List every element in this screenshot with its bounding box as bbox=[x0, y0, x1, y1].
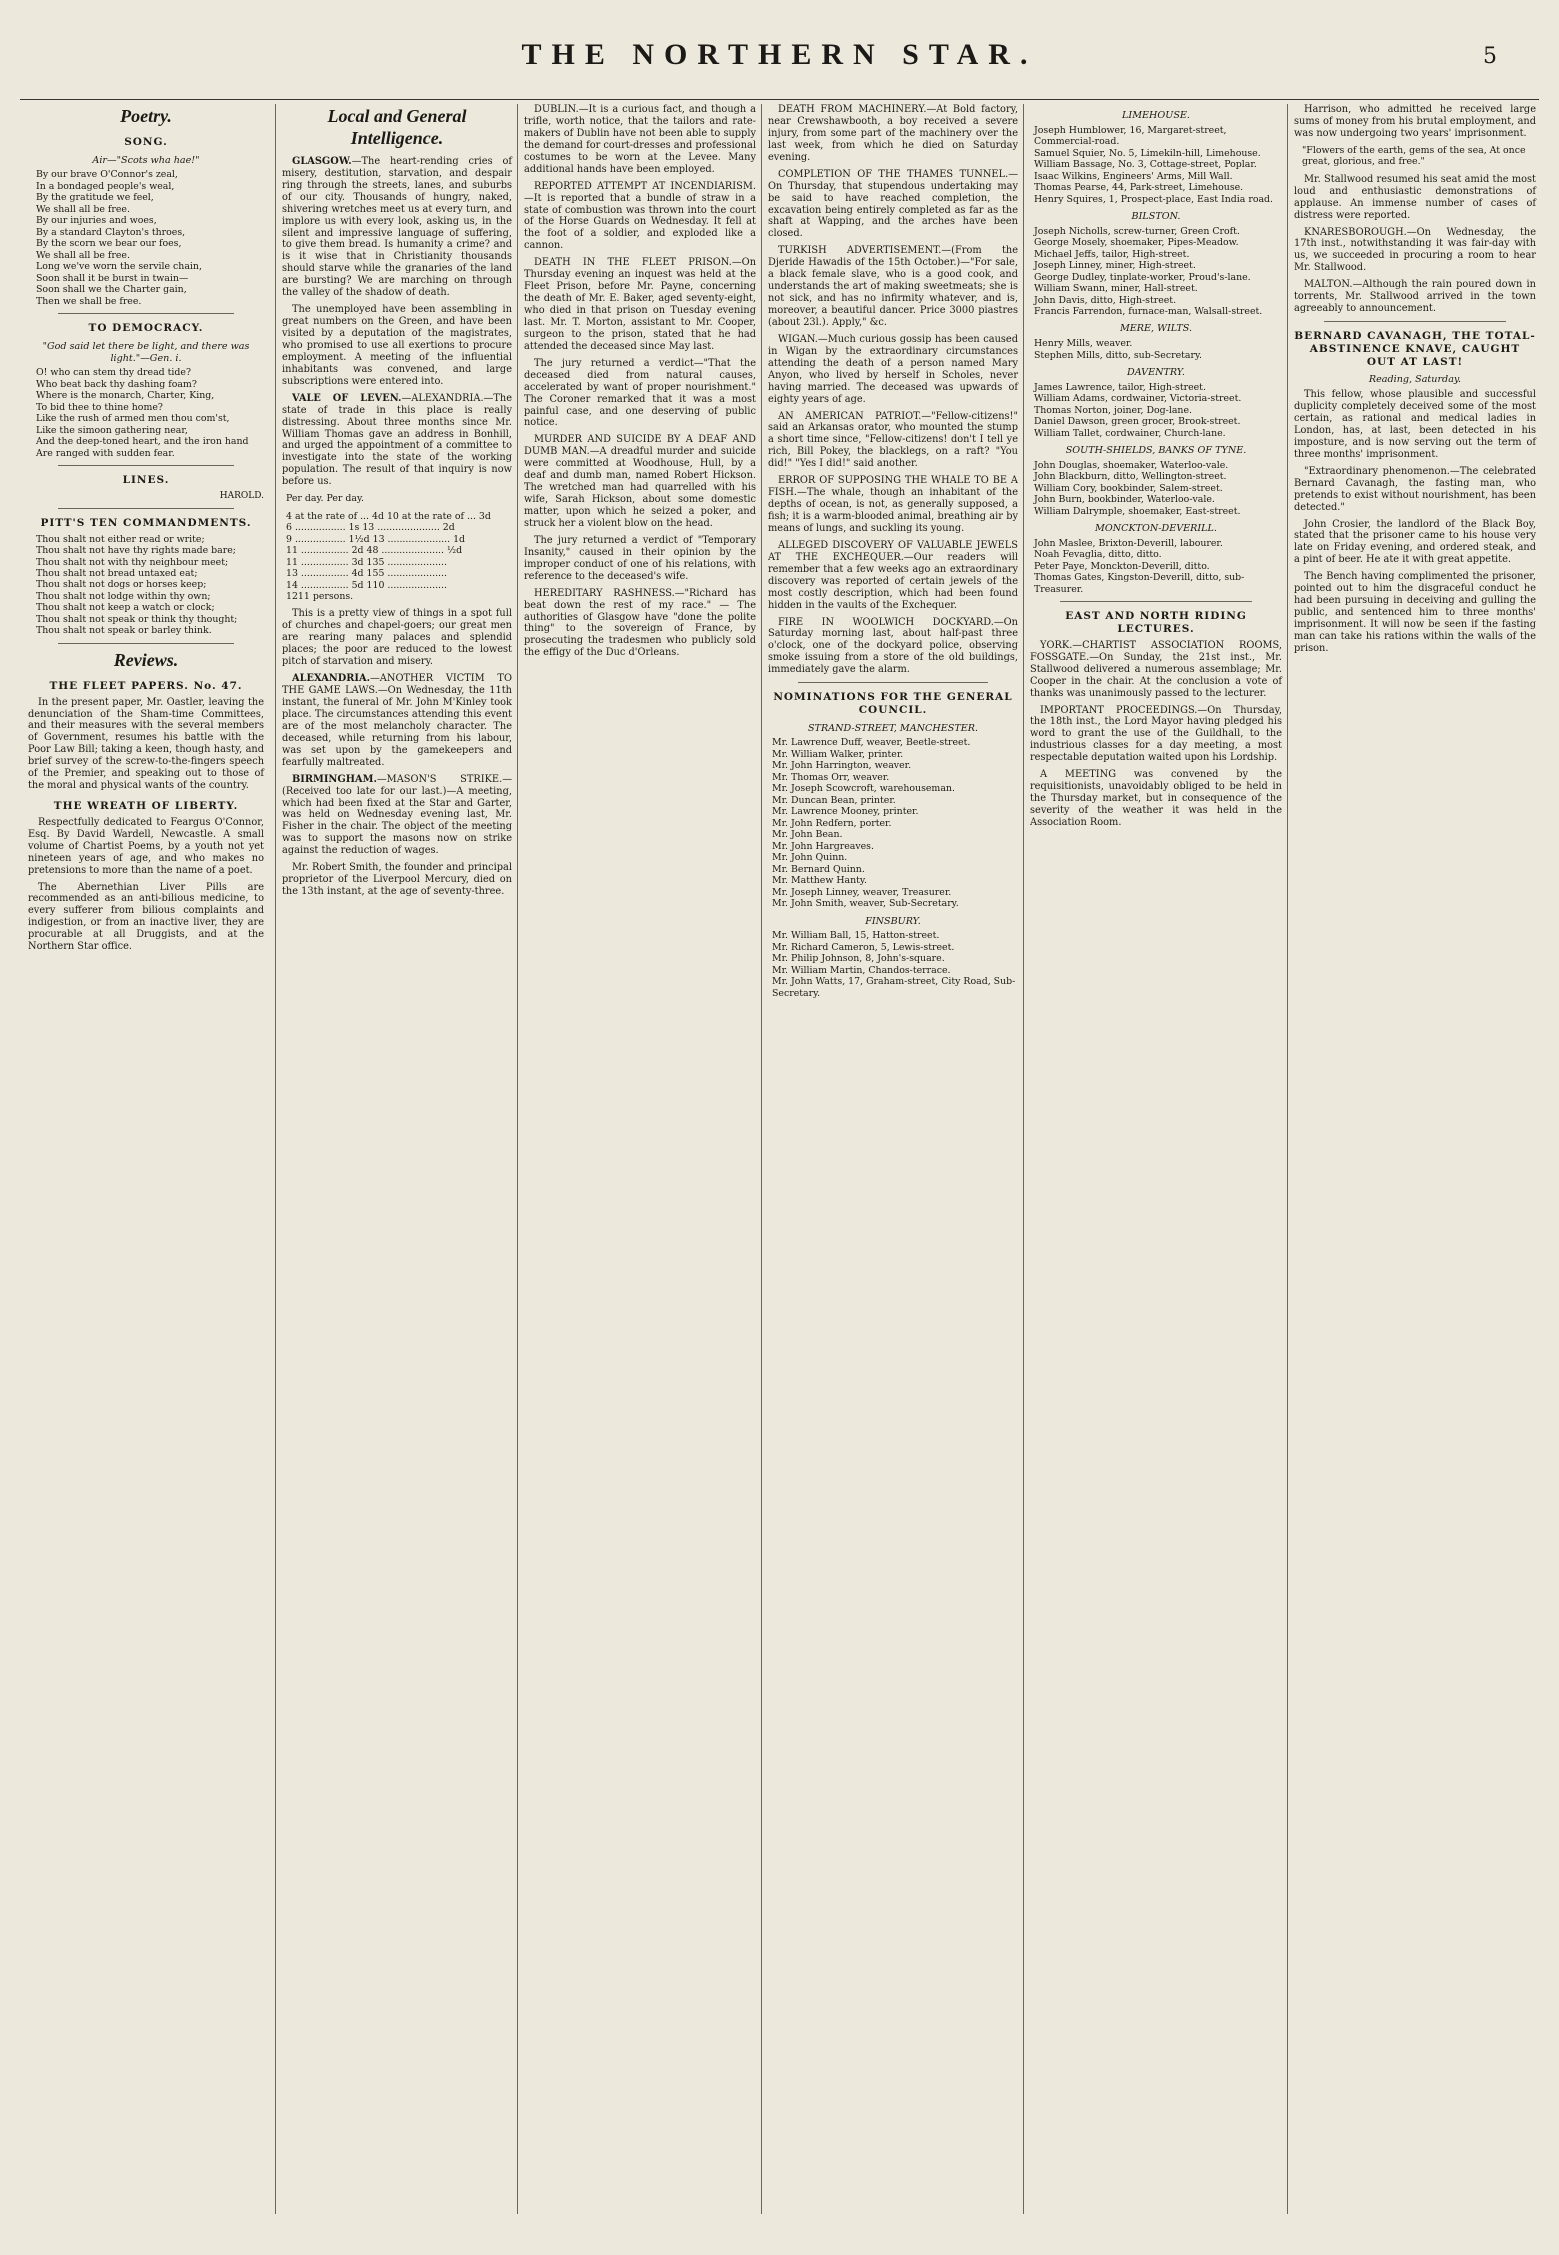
article-paragraph: In the present paper, Mr. Oastler, leaving the denunciation of the Sham-time Committees, and their measures with the several members of Government, resumes his battle with the Poor Law Bill; taking a keen, though hasty, and brief survey of the screw-to-the-fingers speech of the Premier, and speaking out to those of the moral and physical wants of the country. bbox=[28, 696, 264, 792]
article-paragraph bbox=[282, 774, 512, 858]
article-text: —The heart-rending cries of misery, destitution, starvation, and despair ring through the streets, lanes, and suburbs of our city. Thousands of hungry, naked, shivering wretches meet us at every turn, and implore us with every look, asking us, in the silent and impressive language of suffering, to give them bread. Is humanity a crime? and is it wise that in Christianity thousands should starve while the granaries of the land are bursting? We are marching on through the valley of the shadow of death. bbox=[282, 155, 512, 299]
commandments-verse: Thou shalt not either read or write; Thou shalt not have thy rights made bare; Thou shalt not with thy neighbour meet; Thou shalt not bread untaxed eat; Thou shalt not dogs or horses keep; Thou shalt not lodge within thy own; Thou shalt not keep a watch or clock; Thou shalt not speak or think thy thought; Thou shalt not speak or barley think. bbox=[36, 533, 238, 637]
article-paragraph: Mr. Robert Smith, the founder and principal proprietor of the Liverpool Mercury, died on the 13th instant, at the age of seventy-three. bbox=[282, 862, 512, 898]
wreath-title: THE WREATH OF LIBERTY. bbox=[53, 800, 239, 813]
dateline: GLASGOW. bbox=[292, 155, 352, 167]
song-title: SONG. bbox=[124, 135, 168, 148]
article-paragraph: Respectfully dedicated to Feargus O'Connor, Esq. By David Wardell, Newcastle. A small volume of Chartist Poems, by a youth not yet nineteen years of age, and who makes no pretensions to more than the name of a poet. bbox=[28, 816, 264, 876]
nominee-list: Mr. William Ball, 15, Hatton-street. Mr. Richard Cameron, 5, Lewis-street. Mr. Philip Johnson, 8, John's-square. Mr. William Martin, Chandos-terrace. Mr. John Watts, 17, Graham-street, City Road, Sub-Secretary. bbox=[772, 930, 1016, 999]
nominee-list: James Lawrence, tailor, High-street. William Adams, cordwainer, Victoria-street. Thomas Norton, joiner, Dog-lane. Daniel Dawson, green grocer, Brook-street. William Tallet, cordwainer, Church-lane. bbox=[1034, 381, 1242, 439]
mere-locality: MERE, WILTS. bbox=[1119, 323, 1193, 335]
article-paragraph: Harrison, who admitted he received large sums of money from his brutal employment, and was now undergoing two years' imprisonment. bbox=[1294, 104, 1536, 139]
page-number: 5 bbox=[1483, 44, 1497, 69]
divider bbox=[58, 465, 234, 466]
wages-table: 4 at the rate of ... 4d 10 at the rate of ... 3d 6 ................. 1s 13 ..................... 2d 9 ................. 1½d 13 ..................... 1d 11 ................ 2d 48 ..................... ½d 11 ................ 3d 135 .................... 13 ................ 4d 155 .................... 14 ................ 5d 110 .................... 1211 persons. bbox=[286, 510, 491, 602]
article-paragraph: John Crosier, the landlord of the Black Boy, stated that the prisoner came to his house very late on Friday evening, and ordered steak, and a pint of beer. He ate it with great appetite. bbox=[1294, 518, 1536, 566]
article-paragraph: MALTON.—Although the rain poured down in torrents, Mr. Stallwood arrived in the town agreeably to announcement. bbox=[1294, 279, 1536, 315]
article-paragraph: DUBLIN.—It is a curious fact, and though a trifle, worth notice, that the tailors and rate-makers of Dublin have not been able to supply the demand for court-dresses and professional costumes to be worn at the Levee. Many additional hands have been employed. bbox=[524, 104, 756, 175]
article-paragraph: "Extraordinary phenomenon.—The celebrated Bernard Cavanagh, the fasting man, who pretends to exist without nourishment, has been detected." bbox=[1294, 465, 1536, 513]
nominee-list: Henry Mills, weaver. Stephen Mills, ditto, sub-Secretary. bbox=[1034, 338, 1202, 361]
column-miscellany bbox=[761, 104, 1024, 2214]
nominee-list: Joseph Nicholls, screw-turner, Green Croft. George Mosely, shoemaker, Pipes-Meadow. Michael Jeffs, tailor, High-street. Joseph Linney, miner, High-street. George Dudley, tinplate-worker, Proud's-lane. William Swann, miner, Hall-street. John Davis, ditto, High-street. Francis Farrendon, furnace-man, Walsall-street. bbox=[1034, 225, 1263, 317]
nominee-list: John Douglas, shoemaker, Waterloo-vale. John Blackburn, ditto, Wellington-street. William Cory, bookbinder, Salem-street. John Burn, bookbinder, Waterloo-vale. William Dalrymple, shoemaker, East-street. bbox=[1034, 459, 1241, 517]
article-paragraph: AN AMERICAN PATRIOT.—"Fellow-citizens!" said an Arkansas orator, who mounted the stump a short time since, "Fellow-citizens! don't I tell ye rich, Bill Pokey, the blacklegs, on a raft? "You did!" "Yes I did!" said another. bbox=[768, 410, 1018, 470]
article-paragraph: ERROR OF SUPPOSING THE WHALE TO BE A FISH.—The whale, though an inhabitant of the depths of ocean, is not, as generally supposed, a fish; it is a warm-blooded animal, breathing air by means of lungs, and suckling its young. bbox=[768, 475, 1018, 534]
section-heading-reviews: Reviews. bbox=[113, 649, 179, 670]
article-paragraph: The jury returned a verdict of "Temporary Insanity," caused in their opinion by the improper conduct of one of his relations, with reference to the deceased's wife. bbox=[524, 534, 756, 582]
shields-locality: SOUTH-SHIELDS, BANKS OF TYNE. bbox=[1065, 445, 1247, 457]
nominee-list: Mr. Lawrence Duff, weaver, Beetle-street. Mr. William Walker, printer. Mr. John Harrington, weaver. Mr. Thomas Orr, weaver. Mr. Joseph Scowcroft, warehouseman. Mr. Duncan Bean, printer. Mr. Lawrence Mooney, printer. Mr. John Redfern, porter. Mr. John Bean. Mr. John Hargreaves. Mr. John Quinn. Mr. Bernard Quinn. Mr. Matthew Hanty. Mr. Joseph Linney, weaver, Treasurer. Mr. John Smith, weaver, Sub-Secretary. bbox=[772, 737, 971, 910]
bilston-locality: BILSTON. bbox=[1131, 210, 1181, 222]
article-paragraph bbox=[282, 156, 512, 299]
democracy-title: TO DEMOCRACY. bbox=[88, 322, 204, 335]
article-paragraph: DEATH FROM MACHINERY.—At Bold factory, near Crewshawbooth, a boy received a severe injury, from some part of the machinery over the last week, from which he died on Saturday evening. bbox=[768, 104, 1018, 163]
column-lectures-cavanagh bbox=[1287, 104, 1542, 2214]
finsbury-locality: FINSBURY. bbox=[865, 915, 921, 927]
democracy-epigraph: "God said let there be light, and there was light."—Gen. i. bbox=[42, 340, 250, 364]
article-paragraph: KNARESBOROUGH.—On Wednesday, the 17th inst., notwithstanding it was fair-day with us, we succeeded in procuring a room to hear Mr. Stallwood. bbox=[1294, 226, 1536, 274]
article-paragraph bbox=[282, 393, 512, 489]
fleet-papers-title: THE FLEET PAPERS. No. 47. bbox=[49, 679, 243, 692]
article-paragraph: TURKISH ADVERTISEMENT.—(From the Djeride Hawadis of the 15th October.)—"For sale, a black female slave, who is a good cook, and understands the art of making sweetmeats; she is not sick, and has no infirmity whatever, and is, moreover, a beautiful dancer. Price 3000 piastres (about 23l.). Apply," &c. bbox=[768, 245, 1018, 328]
column-general-news bbox=[517, 104, 762, 2214]
section-heading-poetry: Poetry. bbox=[120, 106, 172, 126]
dateline: ALEXANDRIA. bbox=[292, 673, 370, 685]
wages-table-head: Per day. Per day. bbox=[286, 493, 365, 505]
deverill-locality: MONCKTON-DEVERILL. bbox=[1095, 523, 1217, 535]
article-paragraph: The Abernethian Liver Pills are recommended as an anti-bilious medicine, to every sufferer from bilious complaints and indigestion, or from an inactive liver, they are procurable at all Druggists, and at the Northern Star office. bbox=[28, 881, 264, 953]
article-paragraph: WIGAN.—Much curious gossip has been caused in Wigan by the extraordinary circumstances attending the death of a person named Mary Anyon, who lived by herself in Scholes, never having married. The deceased was upwards of eighty years of age. bbox=[768, 333, 1018, 405]
commandments-title: PITT'S TEN COMMANDMENTS. bbox=[40, 516, 252, 529]
article-paragraph: This fellow, whose plausible and successful duplicity completely deceived some of the most certain, as rational and medical ladies in London, has, at last, been detected in his imposture, and is now serving out the term of three months' imprisonment. bbox=[1294, 389, 1536, 460]
article-text: —ALEXANDRIA.—The state of trade in this place is really distressing. About three months since Mr. William Thomas gave an address in Bonhill, and urged the appointment of a committee to investigate into the state of the working population. The result of that inquiry is now before us. bbox=[282, 392, 512, 488]
song-verse: By our brave O'Connor's zeal, In a bondaged people's weal, By the gratitude we feel, We shall all be free. By our injuries and woes, By a standard Clayton's throes, By the scorn we bear our foes, We shall all be free. Long we've worn the servile chain, Soon shall it be burst in twain— Soon shall we the Charter gain, Then we shall be free. bbox=[36, 169, 202, 307]
article-paragraph: This is a pretty view of things in a spot full of churches and chapel-goers; our great men are rearing many palaces and splendid places; the poor are reduced to the lowest pitch of starvation and misery. bbox=[282, 608, 512, 668]
column-poetry-reviews bbox=[28, 104, 270, 2214]
dateline: BIRMINGHAM. bbox=[292, 773, 377, 785]
article-paragraph: MURDER AND SUICIDE BY A DEAF AND DUMB MAN.—A dreadful murder and suicide were committed at Woodhouse, Hull, by a deaf and dumb man, named Robert Hickson. The wretched man had quarrelled with his wife, Sarah Hickson, about some domestic matter, upon which he seized a poker, and struck her a violent blow on the head. bbox=[524, 434, 756, 529]
article-paragraph: HEREDITARY RASHNESS.—"Richard has beat down the rest of my race." — The authorities of Glasgow have "done the polite thing" to the sovereign of France, by prosecuting the tradesmen who publicly sold the effigy of the Duc d'Orleans. bbox=[524, 587, 756, 659]
nominee-list: Joseph Humblower, 16, Margaret-street, Commercial-road. Samuel Squier, No. 5, Limekiln-hill, Limehouse. William Bassage, No. 3, Cottage-street, Poplar. Isaac Wilkins, Engineers' Arms, Mill Wall. Thomas Pearse, 44, Park-street, Limehouse. Henry Squires, 1, Prospect-place, East India road. bbox=[1034, 124, 1274, 205]
divider bbox=[58, 643, 234, 644]
lines-signature: HAROLD. bbox=[219, 490, 264, 501]
dateline: VALE OF LEVEN. bbox=[292, 392, 402, 404]
song-air: Air—"Scots wha hae!" bbox=[92, 154, 200, 166]
masthead-rule bbox=[20, 99, 1539, 100]
article-paragraph: IMPORTANT PROCEEDINGS.—On Thursday, the 18th inst., the Lord Mayor having pledged his word to grant the use of the Guildhall, to the industrious classes for a day meeting, a most respectable deputation waited upon his Lordship. bbox=[1030, 704, 1282, 764]
divider bbox=[58, 313, 234, 314]
lines-title: LINES. bbox=[122, 474, 170, 487]
divider bbox=[798, 682, 988, 683]
quoted-verse: "Flowers of the earth, gems of the sea, At once great, glorious, and free." bbox=[1302, 144, 1526, 168]
article-text: —MASON'S STRIKE.—(Received too late for our last.)—A meeting, which had been fixed at the Star and Garter, was held on Wednesday evening last, Mr. Fisher in the chair. The object of the meeting was to support the masons now on strike against the reduction of wages. bbox=[282, 773, 512, 857]
article-paragraph: REPORTED ATTEMPT AT INCENDIARISM.—It is reported that a bundle of straw in a state of combustion was thrown into the court of the Horse Guards on Wednesday. It fell at the foot of a soldier, and exploded like a cannon. bbox=[524, 180, 756, 252]
nominations-title: NOMINATIONS FOR THE GENERAL COUNCIL. bbox=[773, 691, 1013, 716]
column-nominations bbox=[1023, 104, 1288, 2214]
masthead bbox=[0, 30, 1559, 100]
newspaper-title: THE NORTHERN STAR. bbox=[521, 38, 1038, 71]
article-paragraph: DEATH IN THE FLEET PRISON.—On Thursday evening an inquest was held at the Fleet Prison, before Mr. Payne, concerning the death of Mr. E. Baker, aged seventy-eight, who died in that prison on Tuesday evening last. Mr. T. Morton, assistant to Mr. Cooper, surgeon to the prison, stated that he had attended the deceased since May last. bbox=[524, 257, 756, 352]
cavanagh-dateline: Reading, Saturday. bbox=[1368, 374, 1462, 386]
article-paragraph: FIRE IN WOOLWICH DOCKYARD.—On Saturday morning last, about half-past three o'clock, one of the dockyard police, observing smoke issuing from a store of the old buildings, immediately gave the alarm. bbox=[768, 616, 1018, 676]
article-paragraph: Mr. Stallwood resumed his seat amid the most loud and enthusiastic demonstrations of applause. An immense number of cases of distress were reported. bbox=[1294, 173, 1536, 221]
article-paragraph: The Bench having complimented the prisoner, pointed out to him the disgraceful conduct he had been pursuing in deceiving and gulling the public, and sentenced him to three months' imprisonment. It will now be seen if the fasting man can take his rations within the walls of the prison. bbox=[1294, 571, 1536, 654]
article-paragraph: COMPLETION OF THE THAMES TUNNEL.—On Thursday, that stupendous undertaking may be said to have reached completion, the excavation being entirely completed as far as the shaft at Wapping, and the arches have been closed. bbox=[768, 168, 1018, 240]
article-paragraph: ALLEGED DISCOVERY OF VALUABLE JEWELS AT THE EXCHEQUER.—Our readers will remember that a few weeks ago an extraordinary discovery was reported of certain jewels of the most costly description, which had been found hidden in the vaults of the Exchequer. bbox=[768, 539, 1018, 611]
nominee-list: John Maslee, Brixton-Deverill, labourer. Noah Fevaglia, ditto, ditto. Peter Paye, Monckton-Deverill, ditto. Thomas Gates, Kingston-Deverill, ditto, sub-Treasurer. bbox=[1034, 537, 1245, 595]
article-paragraph bbox=[282, 673, 512, 769]
section-heading-local: Local and General Intelligence. bbox=[327, 106, 467, 148]
divider bbox=[58, 508, 234, 509]
daventry-locality: DAVENTRY. bbox=[1127, 367, 1185, 379]
article-paragraph: The unemployed have been assembling in great numbers on the Green, and have been visited by a deputation of the magistrates, who promised to use all exertions to procure employment. A meeting of the influential inhabitants was convened, and large subscriptions were entered into. bbox=[282, 304, 512, 387]
article-paragraph: A MEETING was convened by the requisitionists, unavoidably obliged to be held in the Thursday market, but in consequence of the severity of the weather it was held in the Association Room. bbox=[1030, 769, 1282, 828]
cavanagh-title: BERNARD CAVANAGH, THE TOTAL-ABSTINENCE KNAVE, CAUGHT OUT AT LAST! bbox=[1294, 330, 1536, 368]
divider bbox=[1324, 321, 1506, 322]
article-paragraph: YORK.—CHARTIST ASSOCIATION ROOMS, FOSSGATE.—On Sunday, the 21st inst., Mr. Stallwood delivered a numerous assemblage; Mr. Cooper in the chair. At the conclusion a vote of thanks was unanimously passed to the lecturer. bbox=[1030, 639, 1282, 699]
article-text: —ANOTHER VICTIM TO THE GAME LAWS.—On Wednesday, the 11th instant, the funeral of Mr. John M'Kinley took place. The circumstances attending this event are of the most melancholy character. The deceased, while returning from his labour, was set upon by the gamekeepers and fearfully maltreated. bbox=[282, 673, 512, 768]
column-local-intelligence bbox=[275, 104, 518, 2214]
article-paragraph: The jury returned a verdict—"That the deceased died from natural causes, accelerated by want of proper nourishment." The Coroner remarked that it was a most painful case, and one deserving of public notice. bbox=[524, 357, 756, 429]
limehouse-locality: LIMEHOUSE. bbox=[1122, 110, 1190, 121]
lectures-title: EAST AND NORTH RIDING LECTURES. bbox=[1065, 610, 1247, 636]
democracy-verse: O! who can stem thy dread tide? Who beat back thy dashing foam? Where is the monarch, Charter, King, To bid thee to thine home? Like the rush of armed men thou com'st, Like the simoon gathering near, And the deep-toned heart, and the iron hand Are ranged with sudden fear. bbox=[36, 367, 249, 459]
nominations-locality: STRAND-STREET, MANCHESTER. bbox=[807, 722, 979, 734]
divider bbox=[1060, 601, 1252, 602]
